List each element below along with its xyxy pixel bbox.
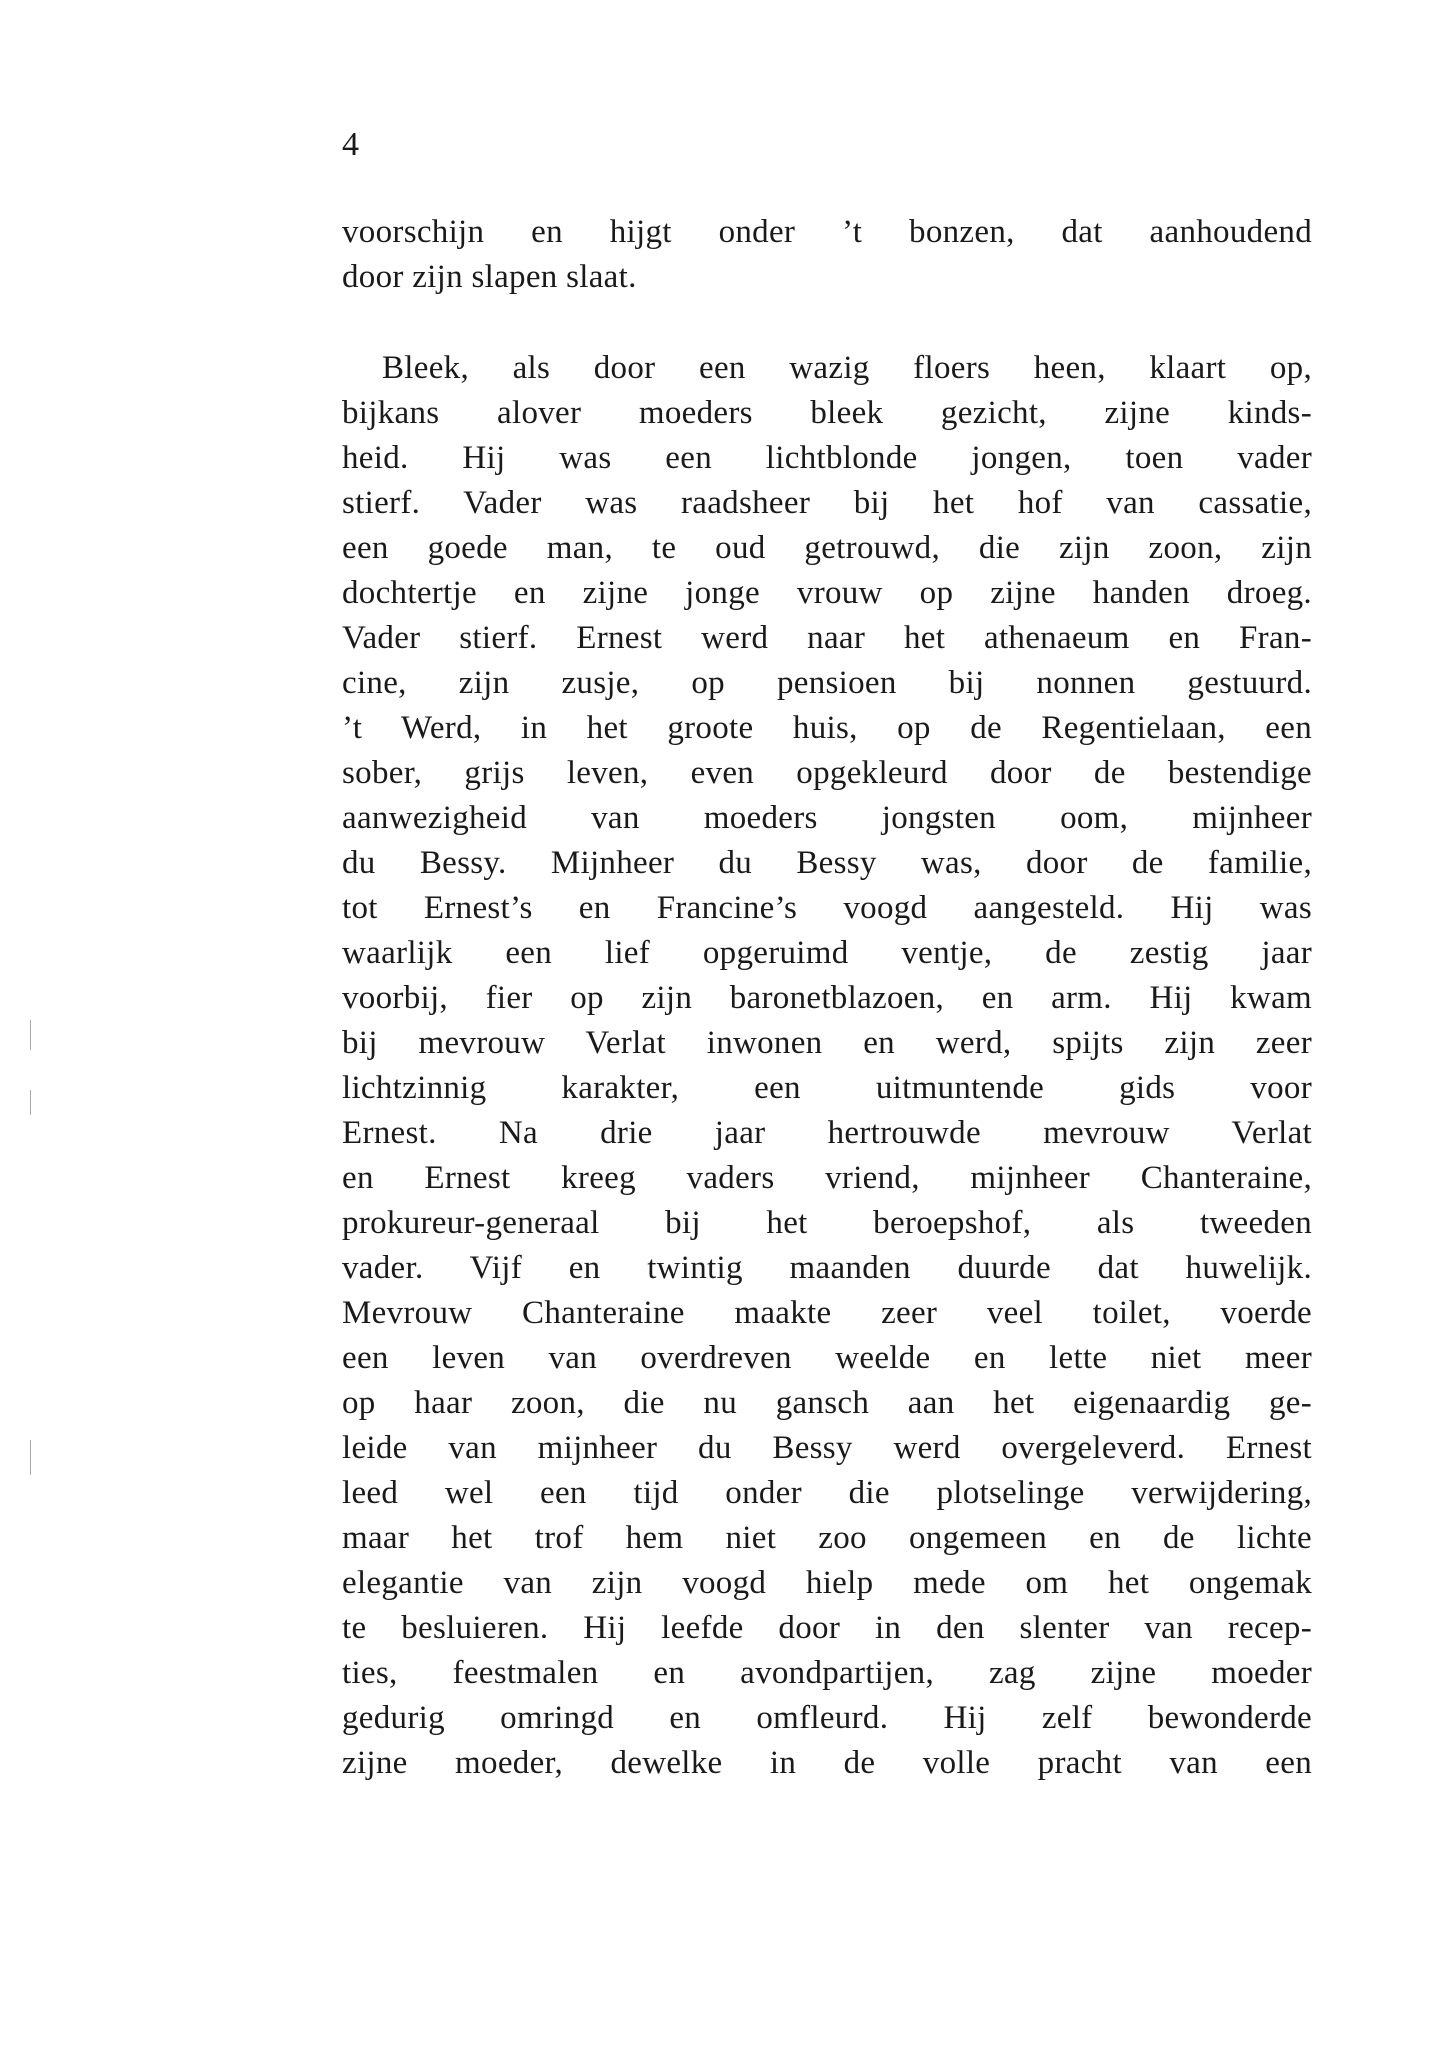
text-line: tot Ernest’s en Francine’s voogd aangesteld. Hij was bbox=[342, 890, 1312, 926]
scan-artifact bbox=[30, 1090, 31, 1115]
text-line: heid. Hij was een lichtblonde jongen, toen vader bbox=[342, 440, 1312, 476]
text-line: du Bessy. Mijnheer du Bessy was, door de familie, bbox=[342, 845, 1312, 881]
text-line: te besluieren. Hij leefde door in den slenter van recep- bbox=[342, 1610, 1312, 1646]
text-line: ties, feestmalen en avondpartijen, zag zijne moeder bbox=[342, 1655, 1312, 1691]
text-line: Ernest. Na drie jaar hertrouwde mevrouw Verlat bbox=[342, 1115, 1312, 1151]
scan-artifact bbox=[30, 1440, 31, 1475]
text-line: prokureur-generaal bij het beroepshof, als tweeden bbox=[342, 1205, 1312, 1241]
text-line: leide van mijnheer du Bessy werd overgeleverd. Ernest bbox=[342, 1430, 1312, 1466]
text-line: en Ernest kreeg vaders vriend, mijnheer Chanteraine, bbox=[342, 1160, 1312, 1196]
text-line: een leven van overdreven weelde en lette niet meer bbox=[342, 1340, 1312, 1376]
text-line: vader. Vijf en twintig maanden duurde dat huwelijk. bbox=[342, 1250, 1312, 1286]
text-line: Mevrouw Chanteraine maakte zeer veel toilet, voerde bbox=[342, 1295, 1312, 1331]
text-line: zijne moeder, dewelke in de volle pracht van een bbox=[342, 1745, 1312, 1781]
text-line: dochtertje en zijne jonge vrouw op zijne handen droeg. bbox=[342, 575, 1312, 611]
paragraph-2 bbox=[342, 346, 1312, 1786]
text-line: bij mevrouw Verlat inwonen en werd, spijts zijn zeer bbox=[342, 1025, 1312, 1061]
text-line: een goede man, te oud getrouwd, die zijn zoon, zijn bbox=[342, 530, 1312, 566]
text-line: cine, zijn zusje, op pensioen bij nonnen gestuurd. bbox=[342, 665, 1312, 701]
text-line: leed wel een tijd onder die plotselinge verwijdering, bbox=[342, 1475, 1312, 1511]
text-line: voorschijn en hijgt onder ’t bonzen, dat aanhoudend bbox=[342, 214, 1312, 250]
paragraph-1 bbox=[342, 210, 1312, 300]
text-line: maar het trof hem niet zoo ongemeen en de lichte bbox=[342, 1520, 1312, 1556]
text-line: aanwezigheid van moeders jongsten oom, mijnheer bbox=[342, 800, 1312, 836]
text-line: op haar zoon, die nu gansch aan het eigenaardig ge- bbox=[342, 1385, 1312, 1421]
page-number: 4 bbox=[342, 126, 359, 163]
text-line: ’t Werd, in het groote huis, op de Regentielaan, een bbox=[342, 710, 1312, 746]
scan-artifact bbox=[30, 1020, 31, 1050]
text-line: voorbij, fier op zijn baronetblazoen, en arm. Hij kwam bbox=[342, 980, 1312, 1016]
text-line: stierf. Vader was raadsheer bij het hof van cassatie, bbox=[342, 485, 1312, 521]
text-line: bijkans alover moeders bleek gezicht, zijne kinds- bbox=[342, 395, 1312, 431]
text-line: Vader stierf. Ernest werd naar het athenaeum en Fran- bbox=[342, 620, 1312, 656]
text-line: lichtzinnig karakter, een uitmuntende gids voor bbox=[342, 1070, 1312, 1106]
text-line: sober, grijs leven, even opgekleurd door de bestendige bbox=[342, 755, 1312, 791]
text-line: waarlijk een lief opgeruimd ventje, de zestig jaar bbox=[342, 935, 1312, 971]
text-line: elegantie van zijn voogd hielp mede om het ongemak bbox=[342, 1565, 1312, 1601]
text-line: door zijn slapen slaat. bbox=[342, 259, 637, 295]
text-line: Bleek, als door een wazig floers heen, klaart op, bbox=[382, 350, 1312, 386]
text-line: gedurig omringd en omfleurd. Hij zelf bewonderde bbox=[342, 1700, 1312, 1736]
